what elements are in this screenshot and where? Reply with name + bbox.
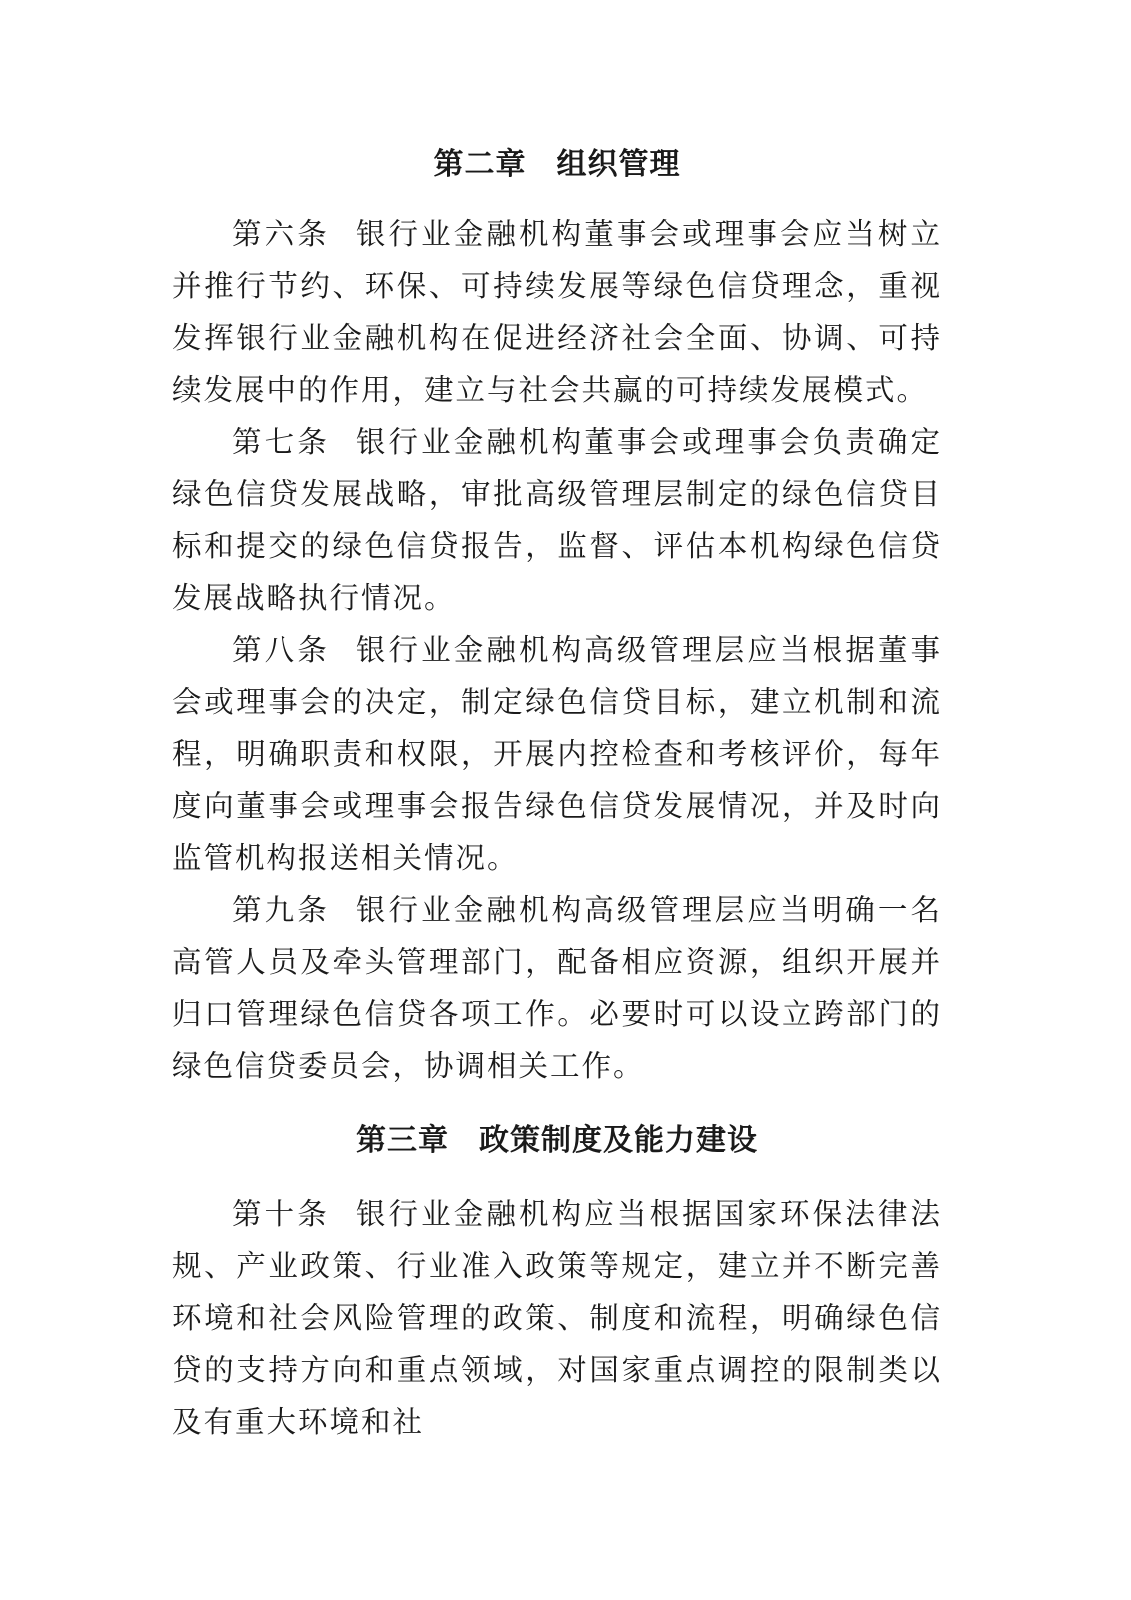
chapter-title: 组织管理 [556,147,681,182]
article-paragraph [172,1188,942,1448]
chapter-number: 第三章 [356,1123,449,1158]
article-text: 银行业金融机构高级管理层应当根据董事会或理事会的决定，制定绿色信贷目标，建立机制和流程，明确职责和权限，开展内控检查和考核评价，每年度向董事会或理事会报告绿色信贷发展情况，并及时向监管机构报送相关情况。 [172,633,942,875]
chapter-heading [172,138,942,192]
article-paragraph [172,884,942,1092]
chapter-heading [172,1114,942,1168]
article-text: 银行业金融机构董事会或理事会负责确定绿色信贷发展战略，审批高级管理层制定的绿色信贷目标和提交的绿色信贷报告，监督、评估本机构绿色信贷发展战略执行情况。 [172,425,942,615]
article-paragraph [172,624,942,884]
article-number: 第十条 [232,1197,330,1231]
article-number: 第九条 [232,893,330,927]
article-text: 银行业金融机构应当根据国家环保法律法规、产业政策、行业准入政策等规定，建立并不断完善环境和社会风险管理的政策、制度和流程，明确绿色信贷的支持方向和重点领域，对国家重点调控的限制类以及有重大环境和社 [172,1197,942,1439]
article-number: 第六条 [232,217,330,251]
article-paragraph [172,416,942,624]
chapter-title: 政策制度及能力建设 [479,1123,758,1158]
article-number: 第八条 [232,633,330,667]
article-paragraph [172,208,942,416]
chapter-number: 第二章 [433,147,527,182]
article-text: 银行业金融机构董事会或理事会应当树立并推行节约、环保、可持续发展等绿色信贷理念，重视发挥银行业金融机构在促进经济社会全面、协调、可持续发展中的作用，建立与社会共赢的可持续发展模式。 [172,217,942,407]
article-number: 第七条 [232,425,330,459]
article-text: 银行业金融机构高级管理层应当明确一名高管人员及牵头管理部门，配备相应资源，组织开展并归口管理绿色信贷各项工作。必要时可以设立跨部门的绿色信贷委员会，协调相关工作。 [172,893,942,1083]
document-body [172,138,942,1448]
